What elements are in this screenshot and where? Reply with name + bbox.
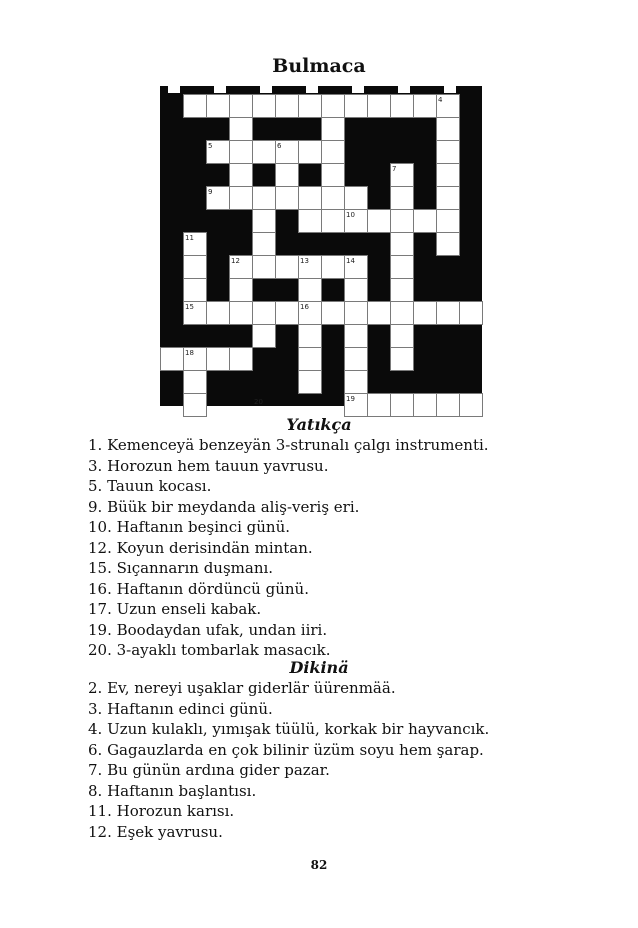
grid-cell[interactable] <box>252 94 276 118</box>
grid-cell[interactable] <box>390 347 414 371</box>
cell-number: 19 <box>346 395 355 403</box>
grid-cell[interactable] <box>413 301 437 325</box>
grid-cell[interactable] <box>298 140 322 164</box>
grid-cell[interactable] <box>436 186 460 210</box>
across-clue: 15. Sıçannarın duşmanı. <box>88 559 274 577</box>
grid-cell[interactable] <box>183 94 207 118</box>
across-clue: 12. Koyun derisindän mintan. <box>88 538 313 557</box>
grid-cell[interactable] <box>344 94 368 118</box>
grid-cell[interactable] <box>390 393 414 417</box>
grid-cell[interactable] <box>275 301 299 325</box>
down-clue: 3. Haftanın edinci günü. <box>88 699 273 718</box>
grid-cell[interactable] <box>436 117 460 141</box>
grid-cell[interactable] <box>183 278 207 302</box>
grid-cell[interactable] <box>298 186 322 210</box>
cell-number: 20 <box>254 398 263 406</box>
grid-cell[interactable] <box>390 255 414 279</box>
grid-cell[interactable] <box>229 117 253 141</box>
down-clue-list <box>88 678 558 842</box>
grid-cell[interactable] <box>298 94 322 118</box>
grid-cell[interactable] <box>252 301 276 325</box>
grid-cell[interactable] <box>252 186 276 210</box>
grid-cell[interactable] <box>183 370 207 394</box>
grid-cell[interactable] <box>206 301 230 325</box>
crossword-grid[interactable] <box>160 86 482 406</box>
down-clue: 7. Bu günün ardına gider pazar. <box>88 761 330 779</box>
cell-number: 10 <box>346 211 355 219</box>
cell-number: 6 <box>277 142 282 150</box>
grid-cell[interactable] <box>390 186 414 210</box>
grid-cell[interactable] <box>390 278 414 302</box>
down-heading: Dikinä <box>289 658 349 677</box>
grid-top-strip <box>168 86 180 93</box>
grid-cell[interactable] <box>298 209 322 233</box>
grid-top-strip <box>214 86 226 93</box>
across-clue: 5. Tauun kocası. <box>88 477 212 495</box>
grid-cell[interactable] <box>413 209 437 233</box>
grid-cell[interactable] <box>298 370 322 394</box>
grid-cell[interactable] <box>344 301 368 325</box>
grid-cell[interactable] <box>275 94 299 118</box>
grid-cell[interactable] <box>275 163 299 187</box>
grid-top-strip <box>398 86 410 93</box>
grid-cell[interactable] <box>344 324 368 348</box>
grid-cell[interactable] <box>252 140 276 164</box>
grid-cell[interactable] <box>229 347 253 371</box>
grid-cell[interactable] <box>459 393 483 417</box>
grid-cell[interactable] <box>321 163 345 187</box>
grid-cell[interactable] <box>367 94 391 118</box>
grid-cell[interactable] <box>413 94 437 118</box>
grid-cell[interactable] <box>367 209 391 233</box>
grid-cell[interactable] <box>344 370 368 394</box>
grid-cell[interactable] <box>298 278 322 302</box>
cell-number: 13 <box>300 257 309 265</box>
grid-cell[interactable] <box>252 232 276 256</box>
grid-cell[interactable] <box>436 232 460 256</box>
grid-cell[interactable] <box>183 255 207 279</box>
grid-cell[interactable] <box>413 393 437 417</box>
across-clue: 17. Uzun enseli kabak. <box>88 600 262 618</box>
grid-cell[interactable] <box>390 232 414 256</box>
grid-cell[interactable] <box>183 393 207 417</box>
grid-cell[interactable] <box>436 140 460 164</box>
cell-number: 12 <box>231 257 240 265</box>
down-clue: 4. Uzun kulaklı, yımışak tüülü, korkak bir hayvancık. <box>88 720 490 738</box>
grid-cell[interactable] <box>229 186 253 210</box>
grid-cell[interactable] <box>344 186 368 210</box>
grid-cell[interactable] <box>229 278 253 302</box>
grid-top-strip <box>260 86 272 93</box>
grid-top-strip <box>444 86 456 93</box>
grid-cell[interactable] <box>436 393 460 417</box>
across-clue: 3. Horozun hem tauun yavrusu. <box>88 456 329 475</box>
grid-cell[interactable] <box>229 301 253 325</box>
across-clue: 20. 3-ayaklı tombarlak masacık. <box>88 641 331 659</box>
grid-cell[interactable] <box>321 94 345 118</box>
grid-cell[interactable] <box>275 255 299 279</box>
grid-cell[interactable] <box>298 324 322 348</box>
cell-number: 15 <box>185 303 194 311</box>
page-title: Bulmaca <box>272 55 366 77</box>
down-clue: 8. Haftanın başlantısı. <box>88 781 257 800</box>
cell-number: 4 <box>438 96 443 104</box>
across-heading: Yatıkça <box>286 415 352 434</box>
grid-cell[interactable] <box>344 347 368 371</box>
cell-number: 11 <box>185 234 194 242</box>
grid-cell[interactable] <box>390 301 414 325</box>
cell-number: 5 <box>208 142 213 150</box>
cell-number: 16 <box>300 303 309 311</box>
grid-cell[interactable] <box>321 209 345 233</box>
grid-cell[interactable] <box>321 301 345 325</box>
grid-top-strip <box>352 86 364 93</box>
grid-cell[interactable] <box>252 209 276 233</box>
grid-cell[interactable] <box>436 301 460 325</box>
cell-number: 9 <box>208 188 213 196</box>
down-clue: 2. Ev, nereyi uşaklar giderlär üürenmää. <box>88 679 396 697</box>
grid-cell[interactable] <box>344 278 368 302</box>
across-clue-list <box>88 435 558 661</box>
grid-cell[interactable] <box>229 140 253 164</box>
grid-cell[interactable] <box>436 163 460 187</box>
down-clue: 6. Gagauzlarda en çok bilinir üzüm soyu hem şarap. <box>88 740 484 759</box>
grid-cell[interactable] <box>390 209 414 233</box>
grid-cell[interactable] <box>229 94 253 118</box>
grid-cell[interactable] <box>229 163 253 187</box>
grid-top-strip <box>306 86 318 93</box>
grid-cell[interactable] <box>321 117 345 141</box>
cell-number: 18 <box>185 349 194 357</box>
down-clue: 12. Eşek yavrusu. <box>88 822 223 841</box>
grid-cell[interactable] <box>252 324 276 348</box>
grid-cell[interactable] <box>321 186 345 210</box>
grid-cell[interactable] <box>390 94 414 118</box>
grid-cell[interactable] <box>298 347 322 371</box>
grid-cell[interactable] <box>206 347 230 371</box>
across-clue: 10. Haftanın beşinci günü. <box>88 518 291 536</box>
down-clue: 11. Horozun karısı. <box>88 802 235 820</box>
grid-cell[interactable] <box>367 301 391 325</box>
across-clue: 9. Büük bir meydanda aliş-veriş eri. <box>88 497 360 516</box>
grid-cell[interactable] <box>206 94 230 118</box>
grid-cell[interactable] <box>275 186 299 210</box>
grid-cell[interactable] <box>390 324 414 348</box>
cell-number: 7 <box>392 165 397 173</box>
across-clue: 1. Kemenceyä benzeyän 3-strunalı çalgı instrumenti. <box>88 436 489 454</box>
grid-cell[interactable] <box>252 255 276 279</box>
grid-cell[interactable] <box>321 140 345 164</box>
grid-cell[interactable] <box>367 393 391 417</box>
grid-cell[interactable] <box>160 347 184 371</box>
page-number: 82 <box>310 858 328 872</box>
grid-cell[interactable] <box>459 301 483 325</box>
grid-cell[interactable] <box>321 255 345 279</box>
across-clue: 16. Haftanın dördüncü günü. <box>88 579 309 598</box>
across-clue: 19. Boodaydan ufak, undan iiri. <box>88 620 328 639</box>
grid-cell[interactable] <box>436 209 460 233</box>
cell-number: 14 <box>346 257 355 265</box>
